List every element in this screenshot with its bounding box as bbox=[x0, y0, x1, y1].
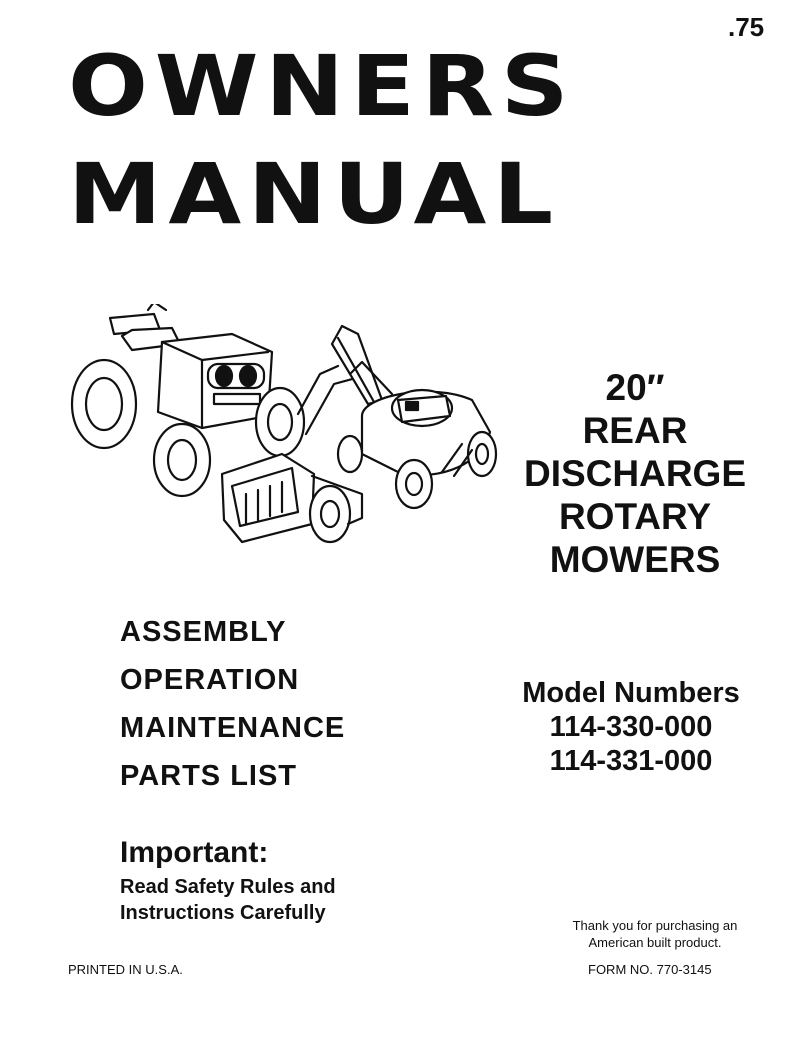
thank-you-line-1: Thank you for purchasing an bbox=[572, 918, 738, 933]
product-description bbox=[500, 366, 770, 581]
safety-notice bbox=[120, 874, 336, 926]
safety-line-1: Read Safety Rules and bbox=[120, 876, 336, 898]
mower-drawing bbox=[332, 326, 496, 508]
section-operation: OPERATION bbox=[120, 664, 300, 696]
section-assembly: ASSEMBLY bbox=[120, 616, 287, 648]
equipment-illustration bbox=[62, 304, 502, 554]
model-number: 114-330-000 bbox=[549, 711, 713, 743]
product-line-mowers: MOWERS bbox=[549, 539, 721, 580]
printed-in-label: PRINTED IN U.S.A. bbox=[68, 962, 183, 977]
thank-you-note bbox=[530, 917, 780, 951]
model-numbers bbox=[490, 676, 772, 778]
form-number: FORM NO. 770-3145 bbox=[588, 962, 712, 977]
section-maintenance: MAINTENANCE bbox=[120, 712, 346, 744]
model-numbers-heading: Model Numbers bbox=[522, 677, 740, 709]
safety-line-2: Instructions Carefully bbox=[120, 902, 326, 924]
title-manual: MANUAL bbox=[68, 145, 560, 243]
section-parts-list: PARTS LIST bbox=[120, 760, 298, 792]
product-size: 20″ bbox=[605, 367, 665, 408]
product-line-rear: REAR bbox=[582, 410, 688, 451]
product-line-rotary: ROTARY bbox=[558, 496, 712, 537]
title-owners: OWNERS bbox=[68, 37, 576, 135]
important-heading: Important: bbox=[120, 836, 269, 869]
thank-you-line-2: American built product. bbox=[588, 935, 722, 950]
model-number: 114-331-000 bbox=[549, 745, 713, 777]
price-label: .75 bbox=[728, 12, 765, 42]
section-list bbox=[120, 608, 345, 800]
product-line-discharge: DISCHARGE bbox=[523, 453, 747, 494]
